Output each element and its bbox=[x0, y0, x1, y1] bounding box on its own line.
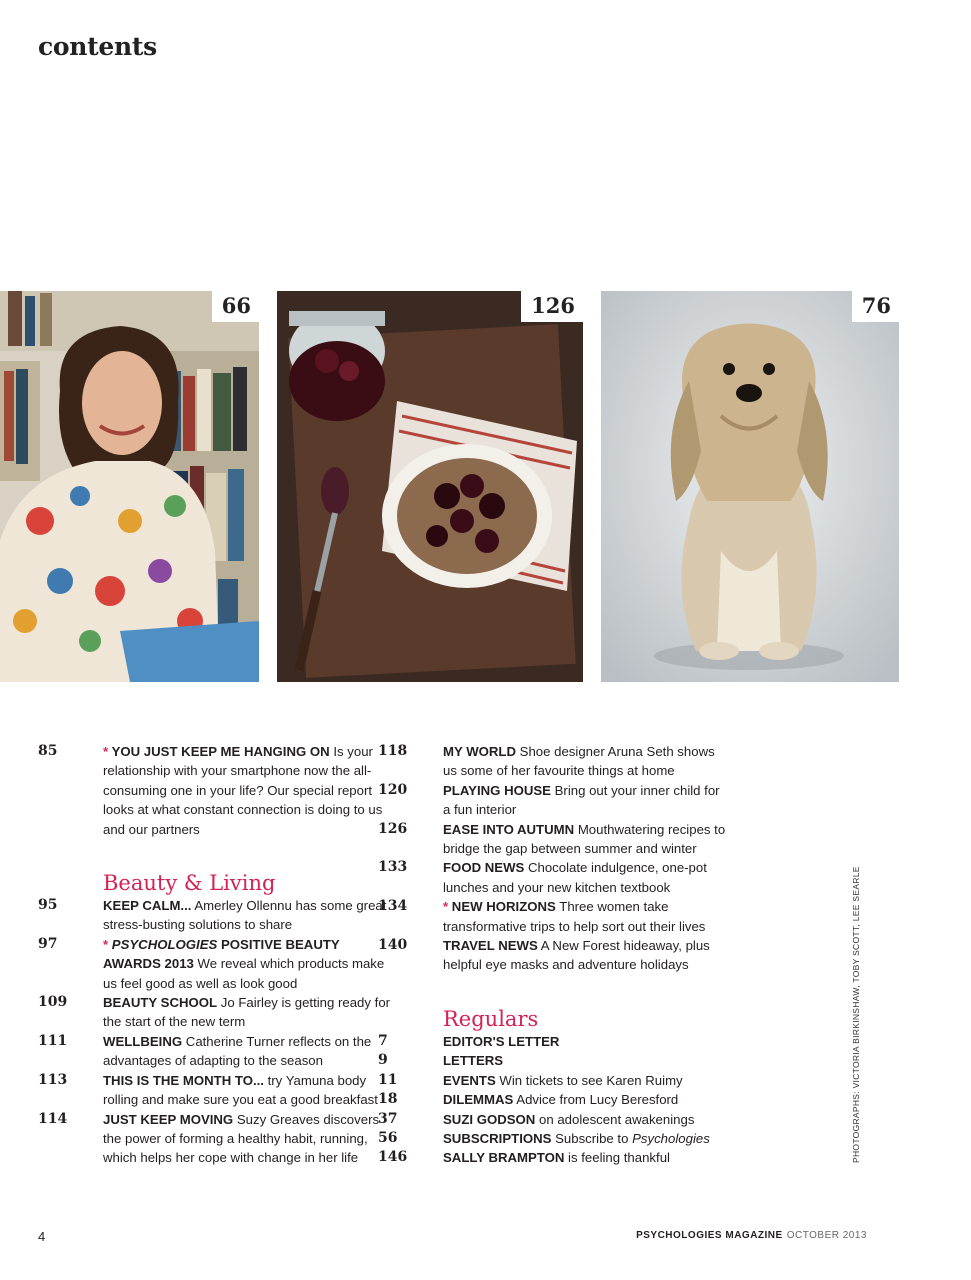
section-title-beauty-living: Beauty & Living bbox=[103, 871, 276, 896]
photo-page-number: 126 bbox=[521, 291, 583, 322]
regular-entry[interactable] bbox=[378, 1129, 730, 1148]
contents-entry[interactable] bbox=[38, 1032, 398, 1071]
regular-entry[interactable] bbox=[378, 1148, 730, 1167]
entry-description: Three women take transformative trips to help sort out their lives bbox=[443, 899, 706, 934]
entry-description: Catherine Turner reflects on the advantages of adapting to the season bbox=[103, 1033, 372, 1069]
page-number: 126 bbox=[378, 820, 408, 837]
contents-entry[interactable] bbox=[378, 781, 730, 820]
page-number: 7 bbox=[378, 1032, 388, 1049]
page-number: 109 bbox=[38, 994, 68, 1011]
featured-star: * bbox=[103, 744, 112, 759]
page-number: 120 bbox=[378, 781, 408, 798]
contents-entry[interactable] bbox=[378, 858, 730, 897]
regular-entry[interactable] bbox=[378, 1110, 730, 1129]
entry-description: We reveal which products make us feel good as well as look good bbox=[103, 956, 385, 991]
magazine-name: PSYCHOLOGIES MAGAZINE bbox=[636, 1230, 783, 1241]
entry-description: Win tickets to see Karen Ruimy bbox=[495, 1072, 683, 1088]
entry-description: Shoe designer Aruna Seth shows us some of her favourite things at home bbox=[443, 744, 715, 779]
entry-description: Suzy Greaves discovers the power of forming a healthy habit, running, which helps her cope with change in her life bbox=[103, 1111, 380, 1166]
woman-image bbox=[0, 291, 259, 682]
entry-heading: SUZI GODSON bbox=[443, 1111, 536, 1127]
page-number: 134 bbox=[378, 898, 408, 915]
entry-heading-italic: PSYCHOLOGIES bbox=[111, 936, 218, 952]
entry-heading: EDITOR'S LETTER bbox=[443, 1033, 560, 1049]
photo-dog[interactable] bbox=[601, 291, 899, 682]
entry-description: Chocolate indulgence, one-pot lunches and your new kitchen textbook bbox=[443, 860, 707, 895]
contents-left-column bbox=[38, 742, 398, 1168]
entry-description: is feeling thankful bbox=[564, 1150, 670, 1166]
regular-entry[interactable] bbox=[378, 1090, 730, 1109]
page-title: contents bbox=[38, 32, 157, 61]
entry-heading: EVENTS bbox=[443, 1072, 496, 1088]
entry-description: Jo Fairley is getting ready for the start of the new term bbox=[103, 995, 391, 1030]
contents-entry[interactable] bbox=[38, 1071, 398, 1110]
section-title-regulars: Regulars bbox=[443, 1006, 539, 1031]
photo-credit: PHOTOGRAPHS: VICTORIA BIRKINSHAW, TOBY SCOTT, LEE SEARLE bbox=[851, 866, 861, 1163]
contents-entry[interactable] bbox=[38, 993, 398, 1032]
page-number: 113 bbox=[38, 1071, 68, 1088]
photo-porridge[interactable] bbox=[277, 291, 583, 682]
entry-heading: KEEP CALM... bbox=[103, 898, 192, 914]
entry-description: on adolescent awakenings bbox=[535, 1111, 695, 1127]
issue-date: OCTOBER 2013 bbox=[786, 1230, 867, 1241]
entry-heading: JUST KEEP MOVING bbox=[103, 1111, 234, 1127]
page-number: 146 bbox=[378, 1149, 408, 1166]
entry-description: Amerley Ollennu has some great stress-busting solutions to share bbox=[103, 898, 387, 933]
entry-heading: SALLY BRAMPTON bbox=[443, 1150, 565, 1166]
contents-entry[interactable] bbox=[38, 896, 398, 935]
entry-description-italic: Psychologies bbox=[632, 1130, 710, 1146]
entry-heading: NEW HORIZONS bbox=[451, 899, 556, 915]
page-number: 56 bbox=[378, 1129, 398, 1146]
page-number: 118 bbox=[378, 743, 408, 759]
contents-entry[interactable] bbox=[38, 935, 398, 993]
entry-description: A New Forest hideaway, plus helpful eye masks and adventure holidays bbox=[443, 938, 710, 973]
regular-entry[interactable] bbox=[378, 1032, 730, 1051]
entry-description: Mouthwatering recipes to bridge the gap between summer and winter bbox=[443, 821, 726, 857]
page-number: 111 bbox=[38, 1032, 68, 1049]
page-number: 133 bbox=[378, 859, 408, 876]
entry-description: try Yamuna body rolling and make sure you eat a good breakfast bbox=[103, 1072, 378, 1108]
page-number: 97 bbox=[38, 935, 58, 952]
dog-image bbox=[601, 291, 899, 682]
entry-heading: YOU JUST KEEP ME HANGING ON bbox=[111, 744, 330, 759]
featured-star: * bbox=[103, 936, 112, 952]
entry-heading: THIS IS THE MONTH TO... bbox=[103, 1072, 264, 1088]
photo-page-number: 66 bbox=[212, 291, 259, 322]
entry-heading: MY WORLD bbox=[443, 744, 517, 759]
regular-entry[interactable] bbox=[378, 1051, 730, 1070]
contents-entry[interactable] bbox=[378, 936, 730, 975]
entry-description: Bring out your inner child for a fun interior bbox=[443, 782, 720, 818]
page-footer bbox=[636, 1230, 867, 1241]
photo-page-number: 76 bbox=[852, 291, 899, 322]
contents-entry[interactable] bbox=[38, 1110, 398, 1168]
entry-heading: BEAUTY SCHOOL bbox=[103, 995, 218, 1011]
page-number: 140 bbox=[378, 937, 408, 954]
photo-woman[interactable] bbox=[0, 291, 259, 682]
contents-entry[interactable] bbox=[378, 742, 730, 781]
regular-entry[interactable] bbox=[378, 1071, 730, 1090]
entry-heading: POSITIVE BEAUTY AWARDS 2013 bbox=[103, 936, 340, 972]
entry-description: Is your relationship with your smartphone now the all-consuming one in your life? Our special report looks at what constant connection is doing to us and our partners bbox=[103, 744, 383, 837]
entry-heading: DILEMMAS bbox=[443, 1092, 514, 1108]
contents-right-column bbox=[378, 742, 730, 1168]
entry-heading: TRAVEL NEWS bbox=[443, 938, 538, 954]
contents-entry[interactable] bbox=[378, 897, 730, 936]
entry-description: Advice from Lucy Beresford bbox=[513, 1092, 679, 1108]
entry-description: Subscribe to bbox=[551, 1130, 633, 1146]
entry-heading: SUBSCRIPTIONS bbox=[443, 1130, 552, 1146]
entry-heading: EASE INTO AUTUMN bbox=[443, 821, 575, 837]
porridge-image bbox=[277, 291, 583, 682]
contents-entry[interactable] bbox=[378, 820, 730, 859]
featured-star: * bbox=[443, 899, 452, 915]
entry-heading: FOOD NEWS bbox=[443, 860, 525, 876]
feature-entry[interactable] bbox=[38, 742, 398, 839]
page-number: 11 bbox=[378, 1071, 398, 1088]
entry-heading: WELLBEING bbox=[103, 1033, 183, 1049]
entry-heading: LETTERS bbox=[443, 1053, 504, 1069]
page-number: 114 bbox=[38, 1110, 68, 1127]
page-number: 9 bbox=[378, 1052, 388, 1069]
page-number: 18 bbox=[378, 1091, 398, 1108]
entry-heading: PLAYING HOUSE bbox=[443, 782, 551, 798]
page-folio: 4 bbox=[38, 1229, 46, 1244]
page-number: 37 bbox=[378, 1110, 398, 1127]
page-number: 95 bbox=[38, 897, 58, 914]
page-number: 85 bbox=[38, 743, 58, 759]
